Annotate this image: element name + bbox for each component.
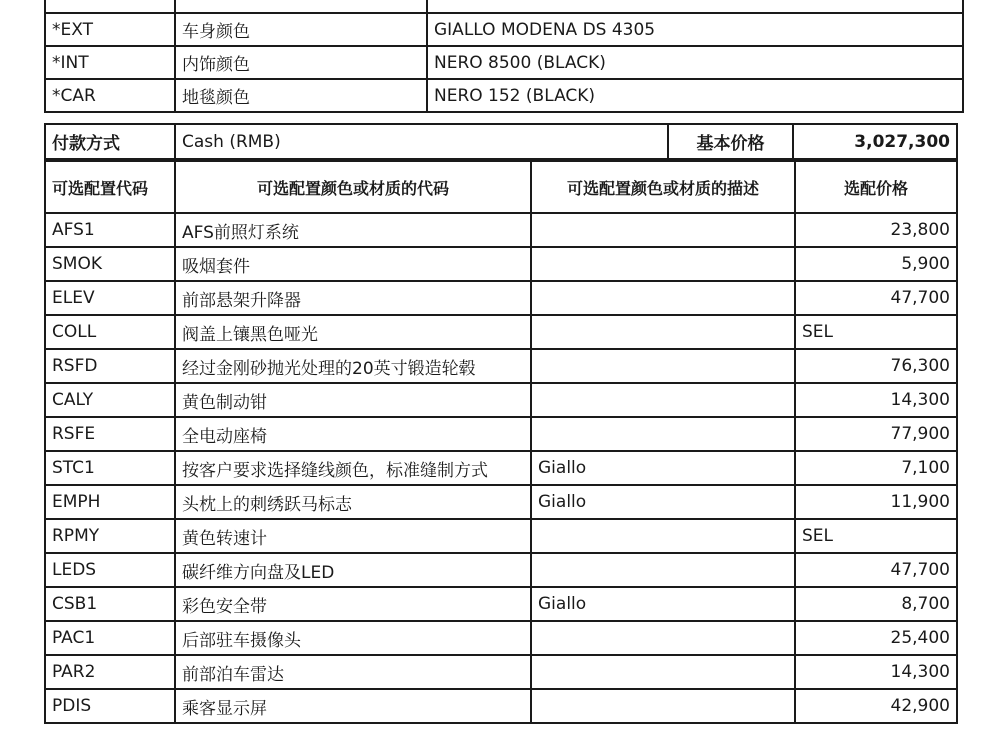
option-code-cell: CSB1	[45, 587, 175, 621]
color-config-table	[44, 0, 964, 113]
option-desc-cell	[531, 247, 795, 281]
option-desc-cell	[531, 621, 795, 655]
option-code-cell: ELEV	[45, 281, 175, 315]
option-desc-cell: Giallo	[531, 587, 795, 621]
option-name-cell: 前部悬架升降器	[175, 281, 531, 315]
option-desc-cell	[531, 655, 795, 689]
color-code-cell: *CAR	[45, 79, 175, 112]
option-row	[45, 485, 957, 519]
option-price-cell: 14,300	[795, 383, 957, 417]
option-desc-cell	[531, 417, 795, 451]
option-price-cell: 8,700	[795, 587, 957, 621]
option-row	[45, 553, 957, 587]
color-row	[45, 46, 963, 79]
color-value-cell: GIALLO MODENA DS 4305	[427, 13, 963, 46]
option-code-cell: PAC1	[45, 621, 175, 655]
options-header-row	[45, 161, 957, 213]
color-name-cell	[175, 0, 427, 13]
option-code-cell: EMPH	[45, 485, 175, 519]
option-name-cell: 碳纤维方向盘及LED	[175, 553, 531, 587]
option-desc-cell	[531, 349, 795, 383]
option-code-cell: RPMY	[45, 519, 175, 553]
options-table	[44, 160, 958, 724]
color-name-cell: 车身颜色	[175, 13, 427, 46]
base-price-value: 3,027,300	[793, 124, 957, 159]
option-name-cell: 吸烟套件	[175, 247, 531, 281]
option-price-cell: 25,400	[795, 621, 957, 655]
option-price-cell: 23,800	[795, 213, 957, 247]
option-price-cell: SEL	[795, 315, 957, 349]
color-name-cell: 内饰颜色	[175, 46, 427, 79]
option-name-cell: 全电动座椅	[175, 417, 531, 451]
option-price-cell: 5,900	[795, 247, 957, 281]
option-desc-cell	[531, 383, 795, 417]
option-name-cell: 黄色制动钳	[175, 383, 531, 417]
header-price: 选配价格	[795, 161, 957, 213]
option-row	[45, 417, 957, 451]
option-name-cell: 阀盖上镶黑色哑光	[175, 315, 531, 349]
option-code-cell: STC1	[45, 451, 175, 485]
option-code-cell: RSFE	[45, 417, 175, 451]
payment-row	[45, 124, 957, 159]
option-code-cell: CALY	[45, 383, 175, 417]
option-code-cell: PDIS	[45, 689, 175, 723]
option-row	[45, 383, 957, 417]
option-row	[45, 349, 957, 383]
option-price-cell: 76,300	[795, 349, 957, 383]
option-row	[45, 689, 957, 723]
color-row	[45, 0, 963, 13]
option-name-cell: 前部泊车雷达	[175, 655, 531, 689]
option-row	[45, 213, 957, 247]
color-value-cell	[427, 0, 963, 13]
option-name-cell: 按客户要求选择缝线颜色，标准缝制方式	[175, 451, 531, 485]
option-price-cell: 42,900	[795, 689, 957, 723]
option-desc-cell	[531, 281, 795, 315]
option-name-cell: AFS前照灯系统	[175, 213, 531, 247]
option-desc-cell: Giallo	[531, 485, 795, 519]
color-name-cell: 地毯颜色	[175, 79, 427, 112]
option-price-cell: 14,300	[795, 655, 957, 689]
option-code-cell: AFS1	[45, 213, 175, 247]
option-name-cell: 经过金刚砂抛光处理的20英寸锻造轮毂	[175, 349, 531, 383]
option-row	[45, 587, 957, 621]
option-desc-cell	[531, 315, 795, 349]
option-price-cell: 11,900	[795, 485, 957, 519]
payment-label: 付款方式	[45, 124, 175, 159]
color-value-cell: NERO 8500 (BLACK)	[427, 46, 963, 79]
payment-table	[44, 123, 958, 160]
color-value-cell: NERO 152 (BLACK)	[427, 79, 963, 112]
header-code: 可选配置代码	[45, 161, 175, 213]
color-row	[45, 79, 963, 112]
option-code-cell: SMOK	[45, 247, 175, 281]
option-code-cell: LEDS	[45, 553, 175, 587]
option-desc-cell	[531, 213, 795, 247]
option-code-cell: RSFD	[45, 349, 175, 383]
option-name-cell: 乘客显示屏	[175, 689, 531, 723]
option-price-cell: 47,700	[795, 553, 957, 587]
color-code-cell	[45, 0, 175, 13]
option-name-cell: 彩色安全带	[175, 587, 531, 621]
option-code-cell: COLL	[45, 315, 175, 349]
option-name-cell: 黄色转速计	[175, 519, 531, 553]
option-name-cell: 后部驻车摄像头	[175, 621, 531, 655]
option-row	[45, 621, 957, 655]
header-description: 可选配置颜色或材质的描述	[531, 161, 795, 213]
option-desc-cell: Giallo	[531, 451, 795, 485]
option-row	[45, 655, 957, 689]
option-row	[45, 315, 957, 349]
option-name-cell: 头枕上的刺绣跃马标志	[175, 485, 531, 519]
option-price-cell: 7,100	[795, 451, 957, 485]
color-code-cell: *EXT	[45, 13, 175, 46]
option-desc-cell	[531, 519, 795, 553]
payment-method: Cash (RMB)	[175, 124, 668, 159]
color-row	[45, 13, 963, 46]
option-row	[45, 247, 957, 281]
option-price-cell: 77,900	[795, 417, 957, 451]
option-price-cell: 47,700	[795, 281, 957, 315]
option-price-cell: SEL	[795, 519, 957, 553]
option-desc-cell	[531, 553, 795, 587]
option-row	[45, 451, 957, 485]
base-price-label: 基本价格	[668, 124, 793, 159]
option-desc-cell	[531, 689, 795, 723]
option-row	[45, 281, 957, 315]
color-code-cell: *INT	[45, 46, 175, 79]
header-color-code: 可选配置颜色或材质的代码	[175, 161, 531, 213]
option-row	[45, 519, 957, 553]
option-code-cell: PAR2	[45, 655, 175, 689]
